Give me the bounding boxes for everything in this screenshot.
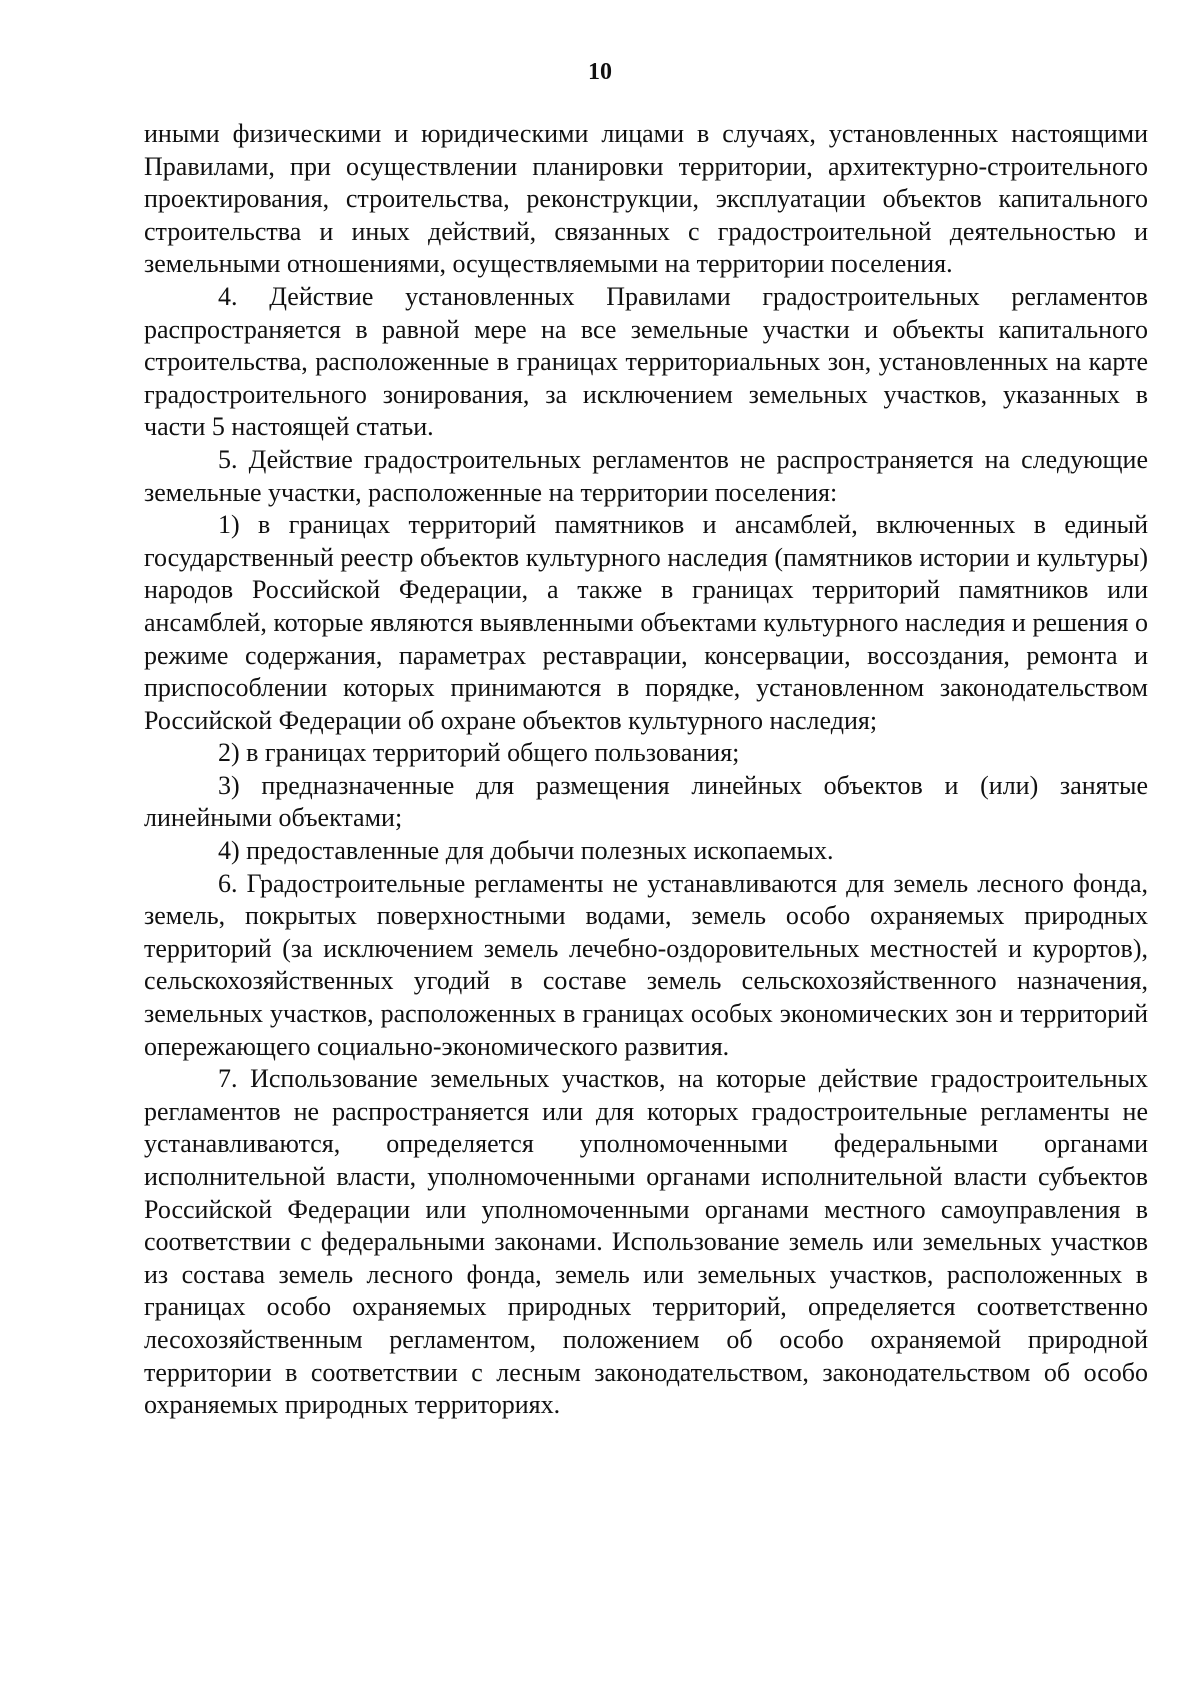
paragraph-item-7: 7. Использование земельных участков, на которые действие градостроительных регламентов не распространяется или для которых градостроительные регламенты не устанавливаются, определяется уполномоченными федеральными органами исполнительной власти, уполномоченными органами исполнительной власти субъектов Российской Федерации или уполномоченными органами местного самоуправления в соответствии с федеральными законами. Использование земель или земельных участков из состава земель лесного фонда, земель или земельных участков, расположенных в границах особо охраняемых природных территорий, определяется соответственно лесохозяйственным регламентом, положением об особо охраняемой природной территории в соответствии с лесным законодательством, законодательством об особо охраняемых природных территориях. — [144, 1064, 1148, 1420]
document-body — [144, 118, 1148, 1422]
page-number: 10 — [588, 59, 612, 85]
subitem-3: 3) предназначенные для размещения линейных объектов и (или) занятые линейными объектами; — [144, 770, 1148, 833]
subitem-4: 4) предоставленные для добычи полезных ископаемых. — [218, 836, 834, 866]
subitem-2: 2) в границах территорий общего пользования; — [218, 738, 740, 768]
paragraph-item-6: 6. Градостроительные регламенты не устанавливаются для земель лесного фонда, земель, покрытых поверхностными водами, земель особо охраняемых природных территорий (за исключением земель лечебно-оздоровительных местностей и курортов), сельскохозяйственных угодий в составе земель сельскохозяйственного назначения, земельных участков, расположенных в границах особых экономических зон и территорий опережающего социально-экономического развития. — [144, 868, 1148, 1061]
paragraph-continuation: иными физическими и юридическими лицами в случаях, установленных настоящими Правилами, при осуществлении планировки территории, архитектурно-строительного проектирования, строительства, реконструкции, эксплуатации объектов капитального строительства и иных действий, связанных с градостроительной деятельностью и земельными отношениями, осуществляемыми на территории поселения. — [144, 119, 1148, 279]
paragraph-item-4: 4. Действие установленных Правилами градостроительных регламентов распространяется в равной мере на все земельные участки и объекты капитального строительства, расположенные в границах территориальных зон, установленных на карте градостроительного зонирования, за исключением земельных участков, указанных в части 5 настоящей статьи. — [144, 281, 1148, 442]
paragraph-item-5: 5. Действие градостроительных регламентов не распространяется на следующие земельные участки, расположенные на территории поселения: — [144, 444, 1148, 507]
subitem-1: 1) в границах территорий памятников и ансамблей, включенных в единый государственный реестр объектов культурного наследия (памятников истории и культуры) народов Российской Федерации, а также в границах территорий памятников или ансамблей, которые являются выявленными объектами культурного наследия и решения о режиме содержания, параметрах реставрации, консервации, воссоздания, ремонта и приспособлении которых принимаются в порядке, установленном законодательством Российской Федерации об охране объектов культурного наследия; — [144, 510, 1148, 735]
